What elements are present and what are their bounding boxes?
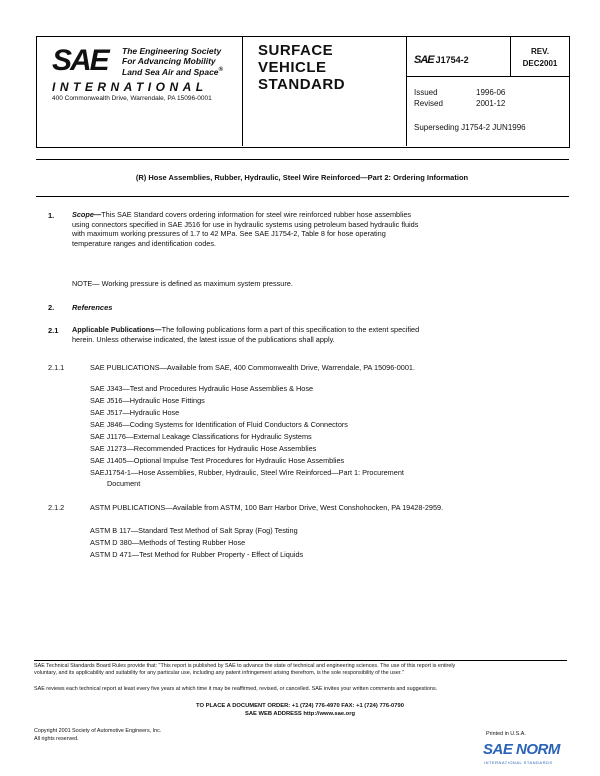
doc-logo: SAE: [414, 54, 434, 66]
copyright: Copyright 2001 Society of Automotive Engineers, Inc.: [34, 728, 162, 734]
address: 400 Commonwealth Drive, Warrendale, PA 15096-0001: [52, 95, 212, 102]
section-2-1-line-1-text: The following publications form a part of this specification to the extent specified: [161, 325, 420, 334]
doc-type: [258, 42, 345, 93]
revised-value: 2001-12: [476, 99, 506, 108]
sae-ref-7: SAE J1405—Optional Impulse Test Procedures for Hydraulic Hose Assemblies: [90, 456, 345, 465]
revised-row: [414, 99, 506, 108]
astm-ref-2: ASTM D 380—Methods of Testing Rubber Hose: [90, 538, 246, 547]
section-1-line-1: [72, 210, 562, 220]
sae-norm-watermark: SAE NORM: [483, 741, 560, 758]
section-2-1-2-number: 2.1.2: [48, 503, 65, 512]
issued-row: [414, 88, 506, 97]
sae-ref-8: SAEJ1754-1—Hose Assemblies, Rubber, Hydraulic, Steel Wire Reinforced—Part 1: Procurement: [90, 468, 404, 477]
header-divider-1: [242, 36, 243, 146]
section-1-number: 1.: [48, 211, 55, 220]
tagline: [122, 47, 223, 77]
issued-value: 1996-06: [476, 88, 506, 97]
astm-ref-3: ASTM D 471—Test Method for Rubber Property - Effect of Liquids: [90, 550, 304, 559]
tagline-line-1: The Engineering Society: [122, 46, 222, 56]
tagline-line-3-text: Land Sea Air and Space: [122, 66, 219, 77]
trademark: ®: [218, 67, 223, 73]
policy-text: [34, 663, 566, 677]
sae-logo: SAE: [52, 44, 108, 77]
review-text: SAE reviews each technical report at least every five years at which time it may be reaffirmed, revised, or cancelled. SAE invites your written comments and suggestions.: [34, 686, 438, 692]
title-rule-top: [36, 159, 569, 160]
document-title: (R) Hose Assemblies, Rubber, Hydraulic, Steel Wire Reinforced—Part 2: Ordering Information: [135, 173, 469, 182]
section-2-1-line-2: herein. Unless otherwise indicated, the latest issue of the publications shall apply.: [72, 334, 335, 344]
order-line: TO PLACE A DOCUMENT ORDER: +1 (724) 776-4970 FAX: +1 (724) 776-0790: [196, 703, 404, 709]
rev-value: DEC2001: [522, 59, 558, 68]
sae-ref-2: SAE J516—Hydraulic Hose Fittings: [90, 396, 205, 405]
sae-ref-5: SAE J1176—External Leakage Classifications for Hydraulic Systems: [90, 432, 312, 441]
rights: All rights reserved.: [34, 736, 79, 742]
issued-label: Issued: [414, 88, 438, 97]
section-1-body: [72, 210, 562, 248]
doc-number-value: J1754-2: [435, 55, 469, 65]
section-2-1-body: [72, 325, 562, 344]
policy-line-1: SAE Technical Standards Board Rules provide that: "This report is published by SAE to advance the state of technical and engineering sciences. The use of this report is entirely: [34, 663, 456, 669]
sae-ref-4: SAE J846—Coding Systems for Identification of Fluid Conductors & Connectors: [90, 420, 348, 429]
policy-line-2: voluntary, and its applicability and suitability for any particular use, including any patent infringement arising therefrom, is the sole responsibility of the user.": [34, 670, 404, 676]
doc-type-line-2: VEHICLE: [258, 59, 327, 76]
sae-ref-8-cont: Document: [107, 479, 141, 488]
doc-number: [414, 54, 469, 66]
section-2-1-line-1: [72, 325, 562, 335]
rev-label: REV.: [531, 47, 549, 56]
sae-norm-subtitle: INTERNATIONAL STANDARDS: [484, 760, 553, 765]
astm-ref-1: ASTM B 117—Standard Test Method of Salt Spray (Fog) Testing: [90, 526, 298, 535]
sae-ref-1: SAE J343—Test and Procedures Hydraulic Hose Assemblies & Hose: [90, 384, 314, 393]
section-1-heading: Scope—: [72, 210, 102, 219]
section-1-line-3: with maximum working pressures of 1.7 to 42 MPa. See SAE J1754-2, Table 8 for hose operating: [72, 229, 386, 239]
tagline-line-2: For Advancing Mobility: [122, 55, 216, 66]
section-1-line-2: using connectors specified in SAE J516 for use in hydraulic systems using petroleum based hydraulic fluids: [72, 219, 419, 229]
header-divider-h: [406, 76, 569, 77]
section-1-line-4: temperature ranges and identification codes.: [72, 238, 216, 248]
section-2-1-1-number: 2.1.1: [48, 363, 65, 372]
note: NOTE— Working pressure is defined as maximum system pressure.: [72, 279, 293, 288]
section-2-1-number: 2.1: [48, 326, 59, 335]
section-2-number: 2.: [48, 303, 55, 312]
sae-ref-3: SAE J517—Hydraulic Hose: [90, 408, 180, 417]
section-2-heading: References: [72, 303, 113, 312]
header-divider-2: [406, 36, 407, 146]
footer-rule: [34, 660, 567, 661]
doc-type-line-1: SURFACE: [258, 42, 334, 59]
section-1-line-1-text: This SAE Standard covers ordering information for steel wire reinforced rubber hose assemblies: [101, 210, 412, 219]
section-2-1-2-text: ASTM PUBLICATIONS—Available from ASTM, 100 Barr Harbor Drive, West Conshohocken, PA 19428-2959.: [90, 503, 444, 512]
revised-label: Revised: [414, 99, 443, 108]
international-label: INTERNATIONAL: [52, 80, 208, 94]
printed-in: Printed in U.S.A.: [486, 731, 526, 737]
sae-ref-6: SAE J1273—Recommended Practices for Hydraulic Hose Assemblies: [90, 444, 317, 453]
section-2-1-heading: Applicable Publications—: [72, 325, 162, 334]
superseding: Superseding J1754-2 JUN1996: [414, 123, 526, 132]
title-rule-bottom: [36, 196, 569, 197]
doc-type-line-3: STANDARD: [258, 76, 346, 93]
tagline-line-3: [122, 66, 223, 77]
section-2-1-1-text: SAE PUBLICATIONS—Available from SAE, 400 Commonwealth Drive, Warrendale, PA 15096-0001.: [90, 363, 415, 372]
header-divider-3: [510, 36, 511, 76]
revision: [514, 46, 566, 70]
web-address: SAE WEB ADDRESS http://www.sae.org: [244, 711, 356, 717]
